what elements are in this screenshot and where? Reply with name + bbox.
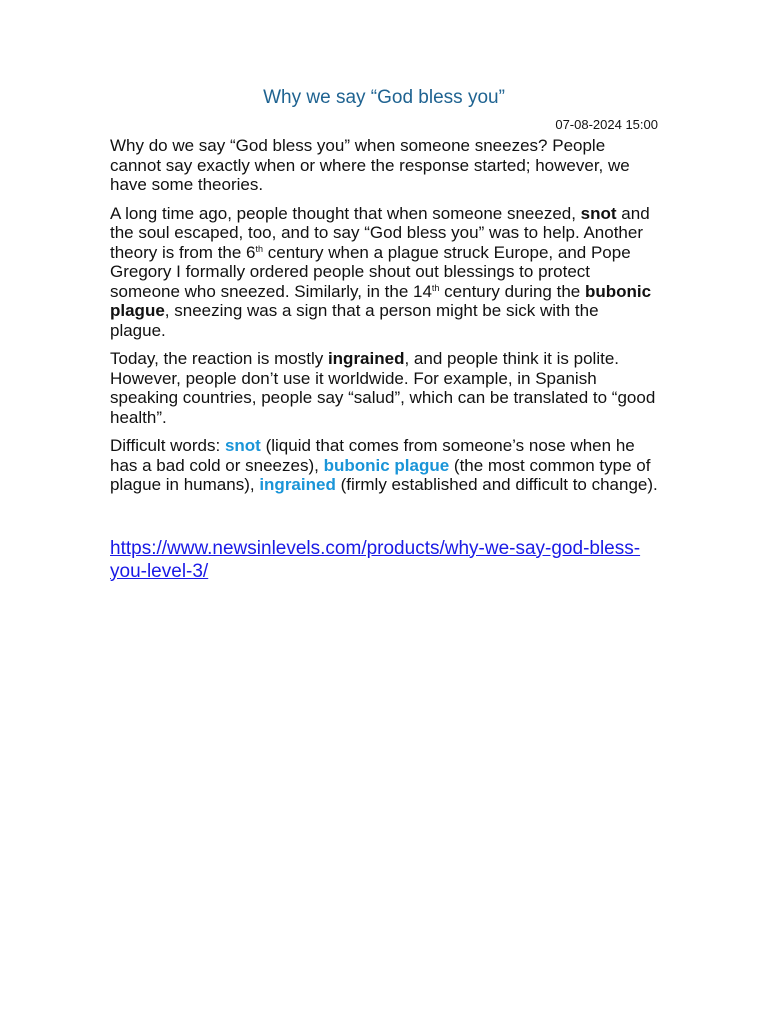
paragraph-history xyxy=(110,204,658,341)
paragraph-today xyxy=(110,349,658,427)
text: Difficult words: xyxy=(110,436,225,455)
text: , sneezing was a sign that a person might be sick with the plague. xyxy=(110,301,599,340)
text: (the most common type of plague in humans), xyxy=(110,455,651,494)
paragraph-difficult-words xyxy=(110,436,658,495)
superscript: th xyxy=(431,282,440,293)
text: century during the xyxy=(439,281,585,301)
article-title: Why we say “God bless you” xyxy=(263,87,505,108)
vocab-ingrained: ingrained xyxy=(259,475,336,494)
term-bubonic-plague: bubonic plague xyxy=(110,281,652,320)
text: (firmly established and difficult to change). xyxy=(335,475,658,494)
text: Today, the reaction is mostly xyxy=(110,349,328,368)
term-ingrained: ingrained xyxy=(327,349,405,368)
text: A long time ago, people thought that when someone sneezed, xyxy=(110,203,581,223)
text: , and people think it is polite. However, people don’t use it worldwide. For example, in Spanish speaking countries, people say “salud”, which can be translated to “good health”. xyxy=(110,349,656,427)
superscript: th xyxy=(255,243,264,254)
vocab-snot: snot xyxy=(224,436,261,455)
vocab-bubonic-plague: bubonic plague xyxy=(323,455,450,475)
paragraph-intro: Why do we say “God bless you” when someone sneezes? People cannot say exactly when or where the response started; however, we have some theories. xyxy=(110,136,630,194)
article xyxy=(110,86,658,583)
text: century when a plague struck Europe, and Pope Gregory I formally ordered people shout out blessings to protect someone who sneezed. Similarly, in the 14 xyxy=(110,242,631,301)
term-snot: snot xyxy=(580,203,617,223)
text: and the soul escaped, too, and to say “God bless you” was to help. Another theory is from the 6 xyxy=(110,203,650,262)
source-link[interactable]: https://www.newsinlevels.com/products/why-we-say-god-bless-you-level-3/ xyxy=(110,537,641,582)
text: (liquid that comes from someone’s nose when he has a bad cold or sneezes), xyxy=(110,436,635,475)
article-date: 07-08-2024 15:00 xyxy=(555,117,658,132)
